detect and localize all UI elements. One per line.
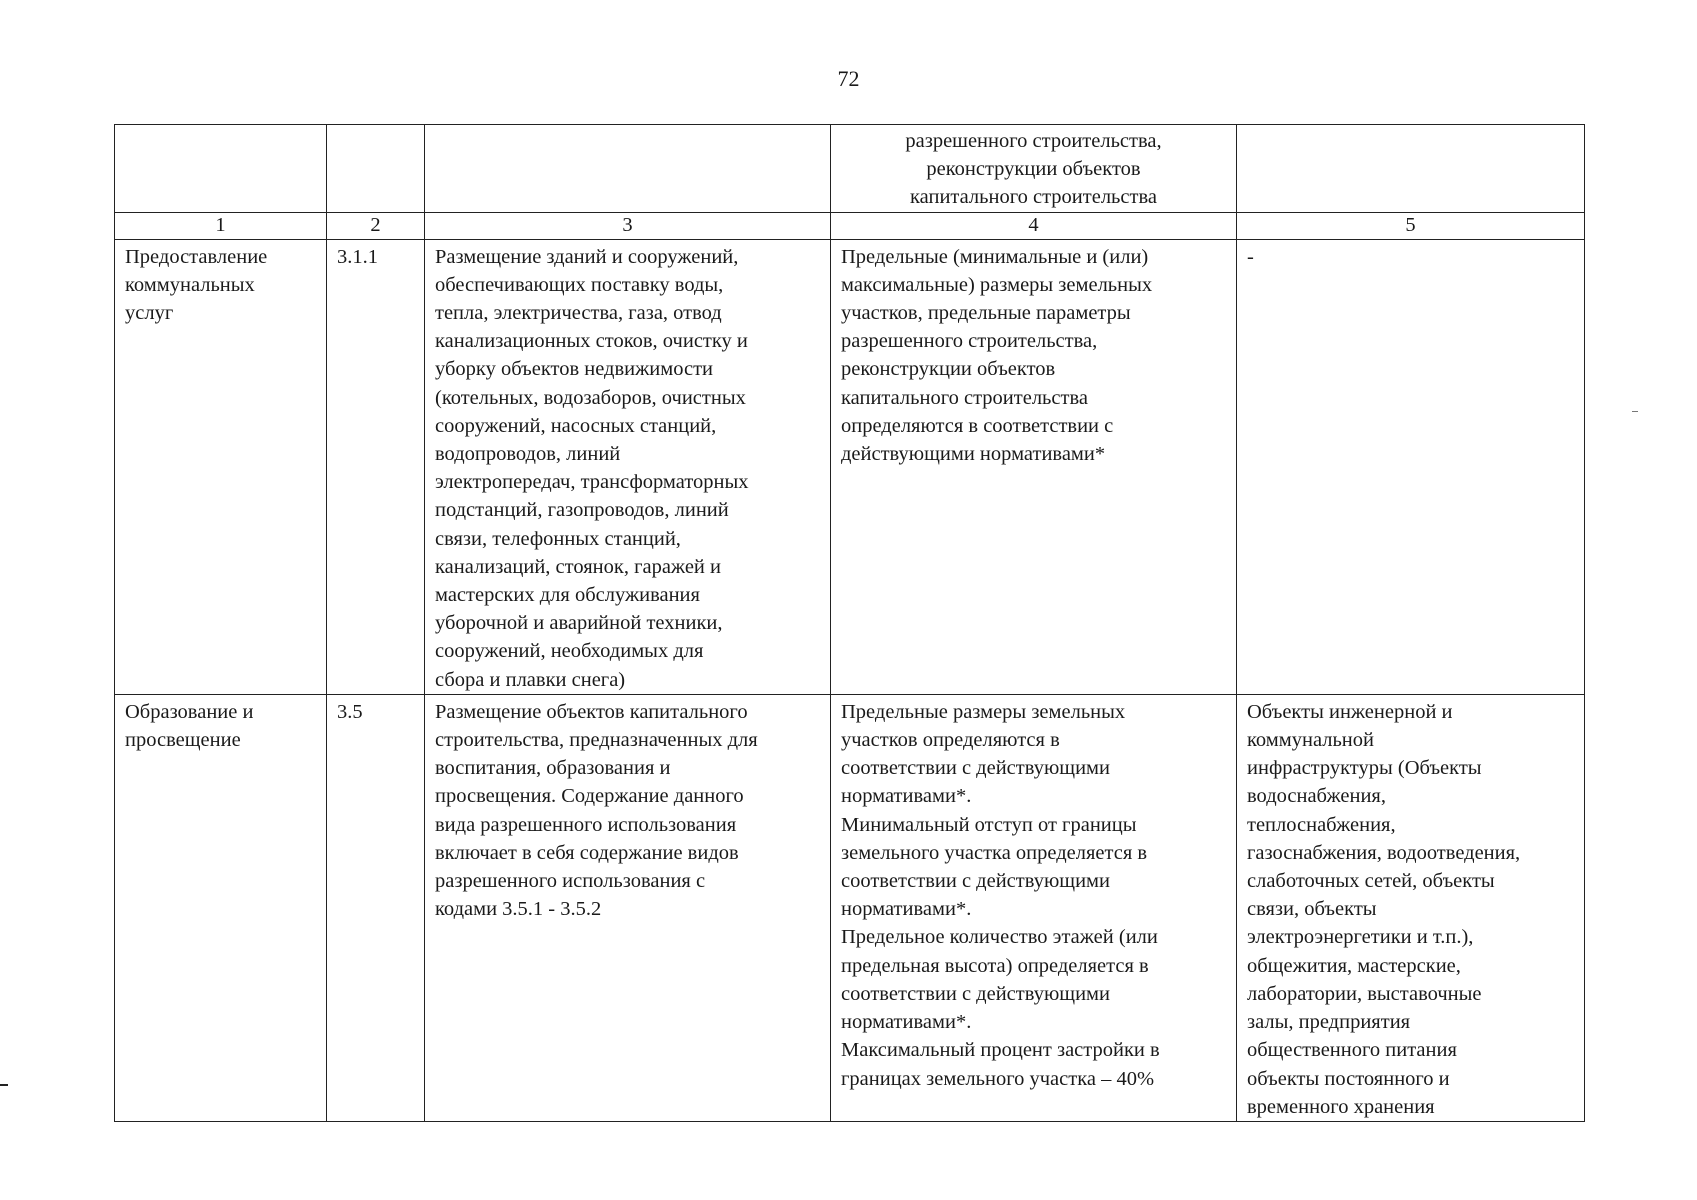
parameters-line: участков определяются в — [841, 729, 1060, 752]
parameters-line: максимальные) размеры земельных — [841, 273, 1153, 296]
description-line: Размещение объектов капитального — [435, 700, 748, 723]
parameters-line: земельного участка определяется в — [841, 841, 1148, 864]
auxiliary-uses-line: лаборатории, выставочные — [1247, 982, 1482, 1005]
description-line: уборочной и аварийной техники, — [435, 612, 723, 635]
use-type-name-line: коммунальных — [125, 273, 255, 296]
parameters-line: Максимальный процент застройки в — [841, 1039, 1160, 1062]
parameters-cell — [831, 694, 1237, 1121]
parameters-line: капитального строительства — [841, 386, 1088, 409]
auxiliary-uses-cell — [1237, 694, 1585, 1121]
auxiliary-uses-line: теплоснабжения, — [1247, 813, 1396, 836]
continuation-text-line: разрешенного строительства, — [905, 130, 1162, 152]
use-type-name-line: Предоставление — [125, 245, 268, 268]
continuation-cell-5 — [1237, 125, 1585, 213]
description-line: уборку объектов недвижимости — [435, 358, 714, 381]
parameters-line: Предельные размеры земельных — [841, 700, 1126, 723]
description-line: подстанций, газопроводов, линий — [435, 499, 729, 522]
continuation-cell-3 — [425, 125, 831, 213]
description-line: сооружений, необходимых для — [435, 640, 704, 663]
parameters-line: границах земельного участка – 40% — [841, 1067, 1155, 1090]
table-row — [115, 694, 1585, 1121]
parameters-line: реконструкции объектов — [841, 358, 1056, 381]
parameters-line: нормативами*. — [841, 1011, 972, 1034]
description-line: разрешенного использования с — [435, 870, 706, 893]
use-type-code: 3.5 — [337, 700, 363, 723]
auxiliary-uses-line: инфраструктуры (Объекты — [1247, 757, 1482, 780]
description-line: кодами 3.5.1 - 3.5.2 — [435, 898, 602, 921]
description-line: канализаций, стоянок, гаражей и — [435, 555, 721, 578]
auxiliary-uses-line: электроэнергетики и т.п.), — [1247, 926, 1474, 949]
auxiliary-uses-line: объекты постоянного и — [1247, 1067, 1450, 1090]
column-number-2: 2 — [327, 212, 425, 239]
use-type-description-cell — [425, 694, 831, 1121]
description-line: мастерских для обслуживания — [435, 584, 700, 607]
page-number: 72 — [837, 66, 860, 91]
description-line: воспитания, образования и — [435, 757, 671, 780]
scan-artifact-mark — [0, 1084, 8, 1086]
auxiliary-uses-cell — [1237, 239, 1585, 694]
continuation-row — [115, 125, 1585, 213]
auxiliary-uses-line: Объекты инженерной и — [1247, 700, 1453, 723]
use-type-name-line: просвещение — [125, 729, 241, 752]
parameters-line: предельная высота) определяется в — [841, 954, 1149, 977]
description-line: водопроводов, линий — [435, 443, 621, 466]
auxiliary-uses-line: - — [1247, 245, 1254, 268]
description-line: тепла, электричества, газа, отвод — [435, 302, 722, 325]
column-number-row — [115, 212, 1585, 239]
use-type-description-cell — [425, 239, 831, 694]
table-row — [115, 239, 1585, 694]
parameters-line: Предельное количество этажей (или — [841, 926, 1158, 949]
description-line: просвещения. Содержание данного — [435, 785, 744, 808]
scan-artifact-mark — [1632, 411, 1638, 412]
description-line: канализационных стоков, очистку и — [435, 330, 748, 353]
column-number-3: 3 — [425, 212, 831, 239]
description-line: Размещение зданий и сооружений, — [435, 245, 739, 268]
description-line: электропередач, трансформаторных — [435, 471, 749, 494]
auxiliary-uses-line: коммунальной — [1247, 729, 1374, 752]
parameters-line: нормативами*. — [841, 898, 972, 921]
zoning-regulations-table — [114, 124, 1585, 1122]
auxiliary-uses-line: связи, объекты — [1247, 898, 1377, 921]
auxiliary-uses-line: слаботочных сетей, объекты — [1247, 870, 1495, 893]
auxiliary-uses-line: общественного питания — [1247, 1039, 1457, 1062]
parameters-line: Предельные (минимальные и (или) — [841, 245, 1149, 268]
use-type-name-line: Образование и — [125, 700, 254, 723]
description-line: сооружений, насосных станций, — [435, 414, 717, 437]
column-number-1: 1 — [115, 212, 327, 239]
parameters-line: соответствии с действующими — [841, 982, 1110, 1005]
parameters-line: нормативами*. — [841, 785, 972, 808]
parameters-line: Минимальный отступ от границы — [841, 813, 1137, 836]
use-type-code-cell — [327, 694, 425, 1121]
use-type-name-cell — [115, 239, 327, 694]
parameters-line: соответствии с действующими — [841, 757, 1110, 780]
parameters-line: разрешенного строительства, — [841, 330, 1098, 353]
use-type-code: 3.1.1 — [337, 245, 378, 268]
auxiliary-uses-line: временного хранения — [1247, 1095, 1435, 1118]
use-type-code-cell — [327, 239, 425, 694]
parameters-cell — [831, 239, 1237, 694]
continuation-text-line: реконструкции объектов — [926, 158, 1141, 181]
auxiliary-uses-line: общежития, мастерские, — [1247, 954, 1461, 977]
description-line: строительства, предназначенных для — [435, 729, 758, 752]
description-line: (котельных, водозаборов, очистных — [435, 386, 746, 409]
continuation-cell-1 — [115, 125, 327, 213]
description-line: сбора и плавки снега) — [435, 668, 626, 691]
continuation-cell-4 — [831, 125, 1237, 213]
parameters-line: соответствии с действующими — [841, 870, 1110, 893]
auxiliary-uses-line: залы, предприятия — [1247, 1011, 1411, 1034]
auxiliary-uses-line: газоснабжения, водоотведения, — [1247, 841, 1521, 864]
auxiliary-uses-line: водоснабжения, — [1247, 785, 1386, 808]
column-number-5: 5 — [1237, 212, 1585, 239]
description-line: связи, телефонных станций, — [435, 527, 681, 550]
description-line: включает в себя содержание видов — [435, 841, 739, 864]
parameters-line: действующими нормативами* — [841, 443, 1106, 466]
column-number-4: 4 — [831, 212, 1237, 239]
description-line: вида разрешенного использования — [435, 813, 737, 836]
parameters-line: определяются в соответствии с — [841, 414, 1114, 437]
description-line: обеспечивающих поставку воды, — [435, 273, 724, 296]
continuation-text-line: капитального строительства — [910, 186, 1157, 209]
continuation-cell-2 — [327, 125, 425, 213]
use-type-name-line: услуг — [125, 302, 174, 325]
parameters-line: участков, предельные параметры — [841, 302, 1131, 325]
use-type-name-cell — [115, 694, 327, 1121]
